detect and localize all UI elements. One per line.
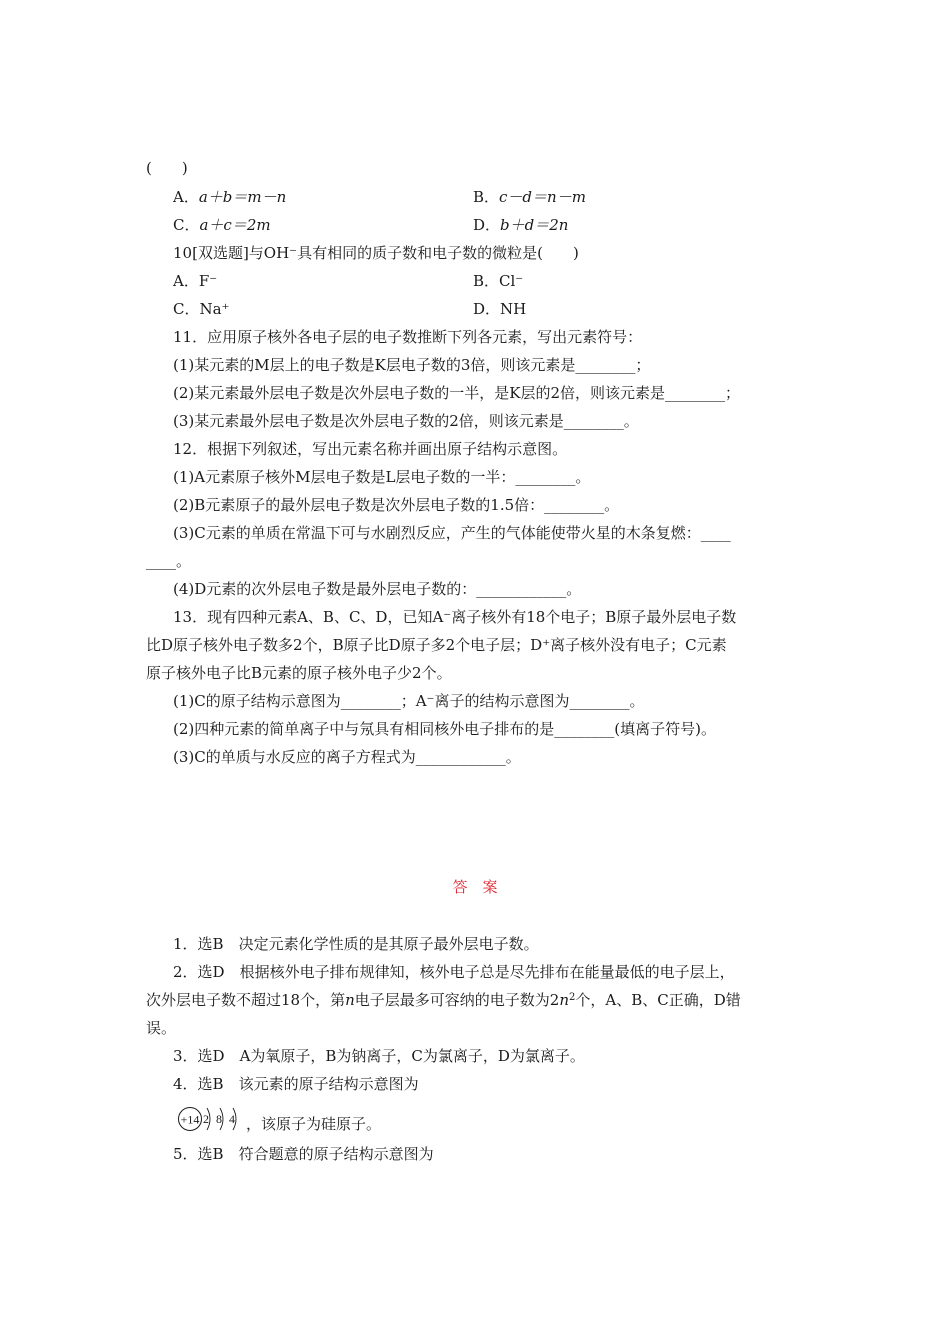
q13-part-3: (3)C的单质与水反应的离子方程式为____________。 — [173, 748, 521, 766]
q12-part-2: (2)B元素原子的最外层电子数是次外层电子数的1.5倍：________。 — [173, 496, 620, 514]
q9-option-d: D．b＋d＝2n — [473, 216, 569, 234]
q9-paren: ( ) — [146, 159, 188, 177]
answer-title: 答 案 — [452, 878, 498, 896]
nucleus-charge: +14 — [180, 1112, 200, 1127]
answer-2-line-3: 误。 — [146, 1019, 177, 1037]
q9-option-c: C．a＋c＝2m — [173, 216, 271, 234]
q9-option-b: B．c－d＝n－m — [473, 188, 586, 206]
q13-part-1: (1)C的原子结构示意图为________；A⁻离子的结构示意图为________。 — [173, 692, 645, 710]
q10-stem: 10[双选题]与OH⁻具有相同的质子数和电子数的微粒是( ) — [173, 244, 579, 262]
answer-2-line-1: 2．选D 根据核外电子排布规律知，核外电子总是尽先排布在能量最低的电子层上， — [173, 963, 735, 981]
q10-option-a: A．F⁻ — [173, 272, 218, 290]
answer-4: 4．选B 该元素的原子结构示意图为 — [173, 1075, 419, 1093]
q13-part-2: (2)四种元素的简单离子中与氖具有相同核外电子排布的是________(填离子符号)。 — [173, 720, 716, 738]
q12-part-3: (3)C元素的单质在常温下可与水剧烈反应，产生的气体能使带火星的木条复燃：____ — [173, 524, 731, 542]
q10-option-d: D．NH — [473, 300, 527, 318]
q13-line-3: 原子核外电子比B元素的原子核外电子少2个。 — [146, 664, 452, 682]
shell-count-1: 2 — [203, 1112, 209, 1126]
answer-1: 1．选B 决定元素化学性质的是其原子最外层电子数。 — [173, 935, 539, 953]
q12-part-1: (1)A元素原子核外M层电子数是L层电子数的一半：________。 — [173, 468, 591, 486]
answer-3: 3．选D A为氧原子，B为钠离子，C为氯离子，D为氯离子。 — [173, 1047, 585, 1065]
q12-part-4: (4)D元素的次外层电子数是最外层电子数的：____________。 — [173, 580, 582, 598]
q11-part-3: (3)某元素最外层电子数是次外层电子数的2倍，则该元素是________。 — [173, 412, 639, 430]
answer-4-tail: ，该原子为硅原子。 — [246, 1115, 382, 1133]
q11-stem: 11．应用原子核外各电子层的电子数推断下列各元素，写出元素符号： — [173, 328, 643, 346]
q12-part-3-cont: ____。 — [146, 552, 192, 570]
q13-line-1: 13．现有四种元素A、B、C、D，已知A⁻离子核外有18个电子；B原子最外层电子数 — [173, 608, 737, 626]
q11-part-2: (2)某元素最外层电子数是次外层电子数的一半，是K层的2倍，则该元素是________； — [173, 384, 741, 402]
q10-option-c: C．Na⁺ — [173, 300, 230, 318]
answer-2-line-2: 次外层电子数不超过18个，第n电子层最多可容纳的电子数为$2n^2$个，A、B、C正确，D错 — [146, 991, 741, 1009]
atom-structure-diagram — [176, 1104, 248, 1134]
q11-part-1: (1)某元素的M层上的电子数是K层电子数的3倍，则该元素是________； — [173, 356, 651, 374]
answer-5: 5．选B 符合题意的原子结构示意图为 — [173, 1145, 434, 1163]
q10-option-b: B．Cl⁻ — [473, 272, 524, 290]
shell-count-3: 4 — [229, 1112, 235, 1126]
q12-stem: 12．根据下列叙述，写出元素名称并画出原子结构示意图。 — [173, 440, 568, 458]
q9-option-a: A．a＋b＝m－n — [173, 188, 287, 206]
shell-count-2: 8 — [216, 1112, 222, 1126]
q13-line-2: 比D原子核外电子数多2个，B原子比D原子多2个电子层；D⁺离子核外没有电子；C元素 — [146, 636, 727, 654]
